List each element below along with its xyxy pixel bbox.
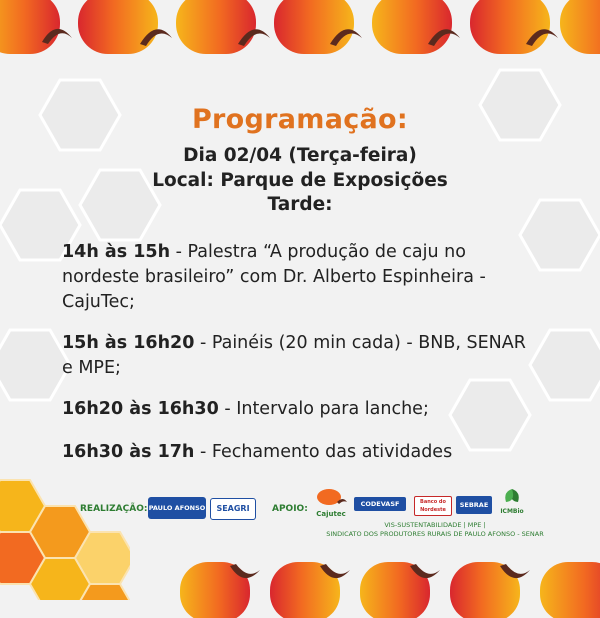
page-title: Programação: [191,104,409,135]
schedule-time: 14h às 15h [62,242,171,262]
location-line: Local: Parque de Exposições [152,170,448,191]
codevasf-logo: CODEVASF [354,497,406,511]
sebrae-logo: SEBRAE [456,496,492,514]
support-caption-2: SINDICATO DOS PRODUTORES RURAIS DE PAULO AFONSO - SENAR [326,530,544,538]
schedule-item [62,331,542,381]
schedule-description: - Intervalo para lanche; [218,399,429,419]
apoio-label: APOIO: [272,504,308,514]
cajutec-logo: Cajutec [313,488,349,518]
support-caption-1: VIS-SUSTENTABILIDADE | MPE | [384,521,486,529]
schedule-item [62,240,542,315]
period-line: Tarde: [267,194,333,215]
realizacao-label: REALIZAÇÃO: [80,504,148,514]
schedule-time: 15h às 16h20 [62,333,195,353]
schedule-description: - Painéis (20 min cada) - BNB, SENAR e MPE; [62,333,526,378]
paulo-afonso-logo: PAULO AFONSO [148,497,206,519]
cashew-icon [313,488,349,506]
cashew-border-bottom [0,548,600,618]
schedule-item [62,397,542,422]
schedule-item [62,440,542,465]
schedule-description: - Palestra “A produção de caju no nordeste brasileiro” com Dr. Alberto Espinheira - CajuTec; [62,242,486,312]
leaf-icon [500,488,524,504]
icmbio-logo: ICMBio [500,488,524,518]
cashew-border-top [0,0,600,62]
schedule-time: 16h30 às 17h [62,442,195,462]
banco-nordeste-logo: Banco do Nordeste [414,496,452,516]
schedule-description: - Fechamento das atividades [194,442,453,462]
schedule-time: 16h20 às 16h30 [62,399,219,419]
date-line: Dia 02/04 (Terça-feira) [183,145,417,166]
seagri-logo: SEAGRI [210,498,256,520]
